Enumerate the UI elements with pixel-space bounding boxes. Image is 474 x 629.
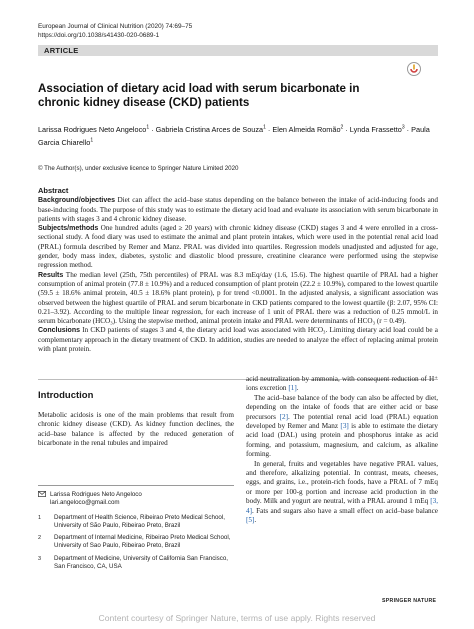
abstract-text: Diet can affect the acid–base status depending on the balance between the intake of acid-inducing foods and base-inducing foods. The purpose of this study was to estimate the dietary acid load and evaluate its association with serum bicarbonate in patients with stages 3 and 4 chronic kidney disease. (38, 196, 438, 223)
body-paragraph: In general, fruits and vegetables have negative PRAL values, and therefore, alkalizing potential. In contrast, meats, cheeses, eggs, and grains, i.e., protein-rich foods, have a PRAL of 7 mEq or more per 100-g portion and increase acid production in the body. Milk and yogurt are neutral, with a PRAL around 1 mEq [3, 4]. Fats and sugars also have a small effect on acid–base balance [5]. (246, 459, 438, 525)
abstract-label: Conclusions (38, 327, 81, 335)
abstract-paragraph (38, 224, 438, 270)
copyright-notice: © The Author(s), under exclusive licence to Springer Nature Limited 2020 (38, 165, 239, 172)
abstract-text: In CKD patients of stages 3 and 4, the dietary acid load was associated with HCO₃. Limiting dietary acid load could be a complementary approach in the dietary treatment of CKD. In addition, studies are needed to analyze the effect of replacing animal protein with plant protein. (38, 326, 438, 354)
body-paragraph: The acid–base balance of the body can also be affected by diet, depending on the intake of foods that are either acid or base precursors [2]. The potential renal acid load (PRAL) equation developed by Remer and Manz [3] is able to estimate the dietary acid load (DAL) using protein and phosphorus intake as acid forming, and potassium, magnesium, and calcium, as alkaline forming. (246, 393, 439, 459)
article-title: Association of dietary acid load with serum bicarbonate in chronic kidney disease (CKD) patients (38, 82, 360, 109)
abstract-paragraph (38, 326, 438, 354)
check-for-updates-icon[interactable] (406, 61, 422, 77)
journal-citation: European Journal of Clinical Nutrition (2020) 74:69–75 (38, 23, 193, 30)
affiliation-text: Department of Internal Medicine, Ribeirao Preto Medical School, University of Sao Paulo, Ribeirao Preto, Brazil (54, 534, 231, 549)
introduction-paragraph: Metabolic acidosis is one of the main problems that result from chronic kidney disease (CKD). As kidney function declines, the acid–base balance is affected by the reduced generation of bicarbonate in the renal tubules and impaired (38, 411, 234, 448)
citation-link[interactable]: [1] (288, 384, 297, 393)
abstract-label: Results (38, 271, 64, 279)
author-name[interactable]: Gabriela Cristina Arces de Souza$^1$ (155, 125, 266, 135)
correspondence-name: Larissa Rodrigues Neto Angeloco (50, 491, 142, 498)
citation-link[interactable]: [3, 4] (246, 497, 438, 515)
affiliation-item (38, 555, 234, 581)
affiliation-text: Department of Medicine, University of California San Francisco, San Francisco, CA, USA (54, 555, 229, 570)
article-type-bar (38, 45, 438, 56)
author-name[interactable]: Paula Garcia Chiarello$^1$ (38, 125, 430, 147)
citation-link[interactable]: [5] (246, 516, 255, 525)
correspondence-block (38, 491, 234, 507)
abstract-text: One hundred adults (aged ≥ 20 years) with chronic kidney disease (CKD) stages 3 and 4 were enrolled in a cross-sectional study. A food diary was used to estimate the animal and plant protein intakes, which were used in the potential renal acid load (PRAL) formula described by Remer and Manz. PRAL was divided into quartiles. Regression models unadjusted and adjusted for age, gender, body mass index, diabetes, systolic and diastolic blood pressure, creatinine clearance were performed using the stepwise regression method. (38, 224, 438, 270)
publisher-logo: SPRINGER NATURE (382, 598, 437, 604)
affiliation-number: 3 (38, 556, 42, 562)
right-column (246, 375, 438, 526)
affiliation-item (38, 534, 234, 552)
body-paragraph: acid neutralization by ammonia, with consequent reduction of H⁺ ions excretion [1]. (246, 375, 438, 393)
abstract-paragraph (38, 271, 438, 327)
author-name[interactable]: Larissa Rodrigues Neto Angeloco$^1$ (38, 125, 150, 135)
footnote-divider (38, 485, 234, 486)
affiliation-text: Department of Health Science, Ribeirao Preto Medical School, University of São Paulo, Ribeirao Preto, Brazil (54, 514, 225, 529)
author-name[interactable]: Elen Almeida Romão$^2$ (272, 125, 344, 135)
doi-link[interactable]: https://doi.org/10.1038/s41430-020-0689-1 (38, 32, 160, 39)
abstract-label: Background/objectives (38, 197, 116, 205)
envelope-icon (38, 491, 46, 497)
author-separator: · (343, 125, 350, 135)
abstract-heading: Abstract (38, 186, 69, 195)
abstract-label: Subjects/methods (38, 225, 99, 233)
author-name[interactable]: Lynda Frassetto$^3$ (349, 125, 405, 135)
affiliation-item (38, 514, 234, 532)
journal-header (38, 22, 192, 40)
introduction-heading: Introduction (38, 390, 94, 401)
author-list (38, 123, 438, 148)
affiliation-number: 1 (38, 515, 42, 521)
watermark-text: Content courtesy of Springer Nature, terms of use apply. Rights reserved (98, 613, 376, 623)
citation-link[interactable]: [3] (340, 422, 349, 431)
abstract-text: The median level (25th, 75th percentiles) of PRAL was 8.3 mEq/day (1.6, 15.6). The highest quartile of PRAL had a higher consumption of animal protein (77.8 ± 10.9%) and a reduced consumption of plant protein (22.2 ± 10.9%), compared to the lowest quartile (59.5 ± 18.6% animal protein, 40.5 ± 18.6% plant protein), p for trend <0.0001. In the adjusted analysis, a significant association was observed between the highest quartile of PRAL and serum bicarbonate in CKD patients compared to the lowest quartile (β: 2.07, 95% CI: 0.21–3.92). According to the multiple linear regression, for each increase of 1 unit of PRAL there was a reduction of 0.25 mmol/L in serum bicarbonate (HCO₃). Using the stepwise method, animal protein intake and PRAL were determinants of HCO₃ (r = 0.49). (38, 270, 438, 326)
citation-link[interactable]: [2] (279, 412, 288, 421)
affiliation-number: 2 (38, 535, 42, 541)
abstract-paragraph (38, 196, 438, 224)
author-separator: · (149, 125, 156, 135)
author-separator: · (265, 125, 273, 135)
correspondence-email[interactable]: lari.angeloco@gmail.com (50, 499, 120, 506)
author-separator: · (404, 125, 412, 135)
article-type-label: ARTICLE (44, 46, 79, 55)
abstract-section (38, 186, 438, 354)
left-column (38, 390, 234, 449)
